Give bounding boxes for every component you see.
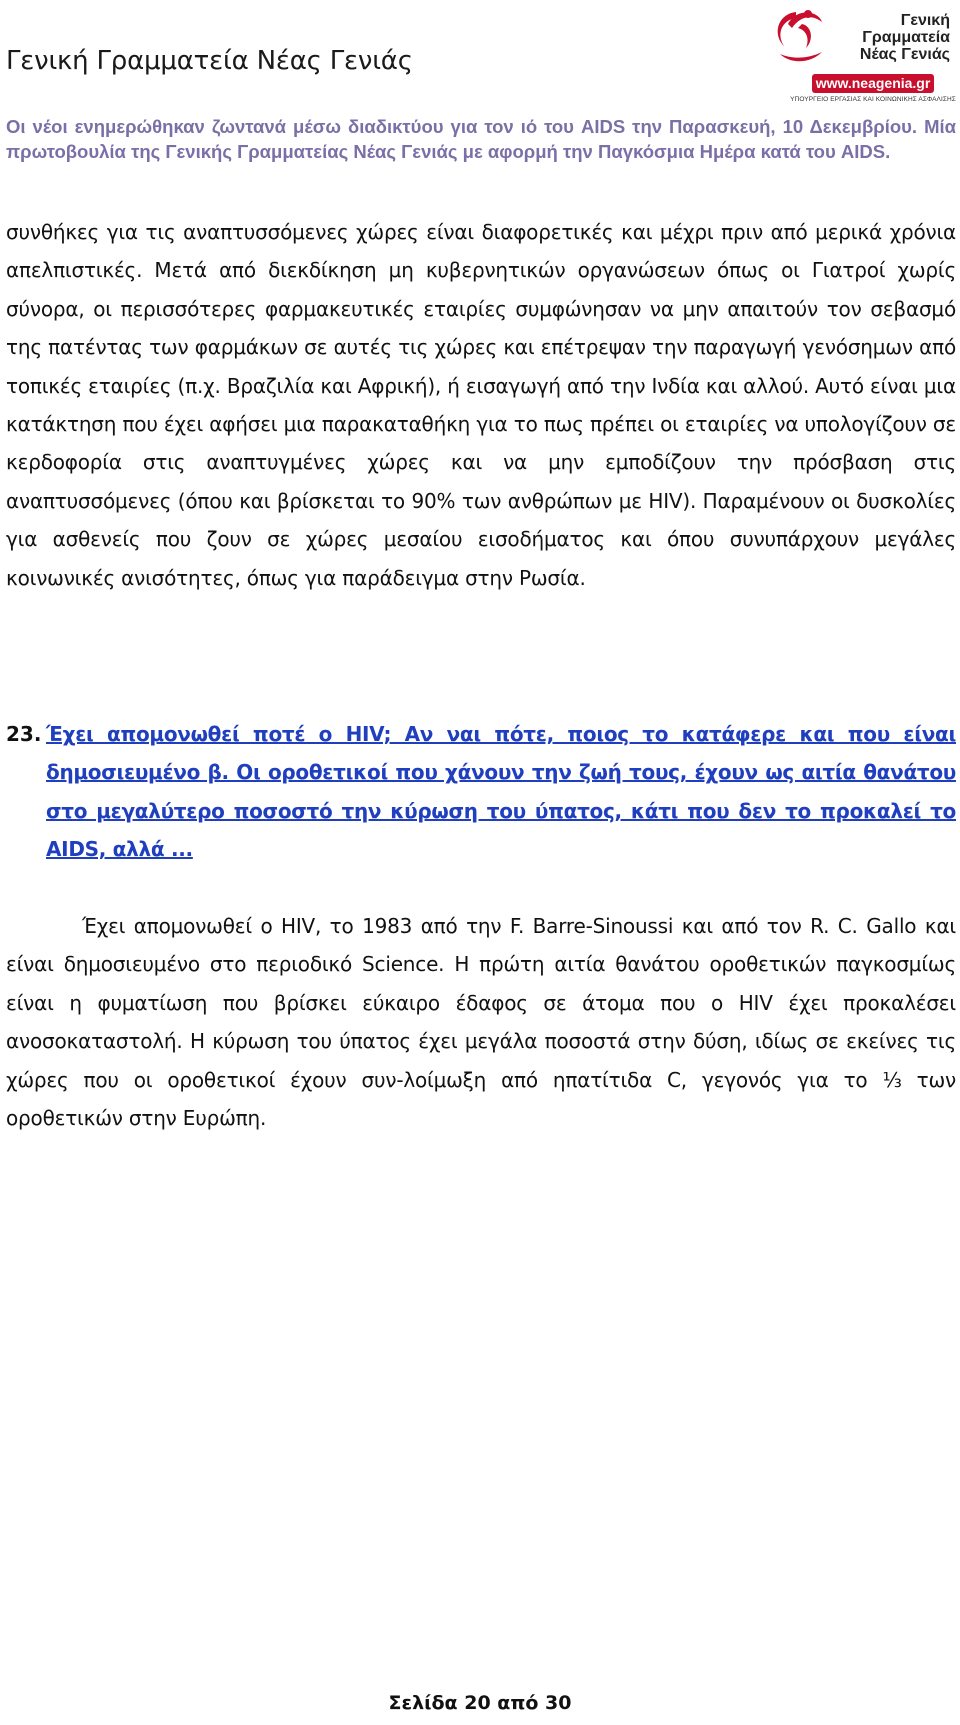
logo-tagline: ΥΠΟΥΡΓΕΙΟ ΕΡΓΑΣΙΑΣ ΚΑΙ ΚΟΙΝΩΝΙΚΗΣ ΑΣΦΑΛΙΣΗΣ (790, 96, 956, 103)
logo-line-1: Γενική (900, 12, 950, 29)
logo-line-2: Γραμματεία (862, 29, 950, 46)
page-title: Γενική Γραμματεία Νέας Γενιάς (6, 46, 413, 76)
logo-url[interactable]: www.neagenia.gr (812, 74, 934, 93)
page-number: Σελίδα 20 από 30 (388, 1692, 572, 1714)
neagenia-logo[interactable] (766, 4, 956, 108)
document-subtitle: Οι νέοι ενημερώθηκαν ζωντανά μέσω διαδικτύου για τον ιό του AIDS την Παρασκευή, 10 Δεκεμβρίου. Μία πρωτοβουλία της Γενικής Γραμματείας Νέας Γενιάς με αφορμή την Παγκόσμια Ημέρα κατά του AIDS. (6, 116, 956, 162)
question-link[interactable]: Έχει απομονωθεί ποτέ ο HIV; Αν ναι πότε, ποιος το κατάφερε και που είναι δημοσιευμένο β. Οι οροθετικοί που χάνουν την ζωή τους, έχουν ως αιτία θανάτου στο μεγαλύτερο ποσοστό την κύρωση του ύπατος, κάτι που δεν το προκαλεί το AIDS, αλλά ... (46, 722, 956, 862)
logo-line-3: Νέας Γενιάς (859, 46, 950, 63)
answer-paragraph: Έχει απομονωθεί ο HIV, το 1983 από την F. Barre-Sinoussi και από τον R. C. Gallo και είναι δημοσιευμένο στο περιοδικό Science. Η πρώτη αιτία θανάτου οροθετικών παγκοσμίως είναι η φυματίωση που βρίσκει εύκαιρο έδαφος σε άτομα που ο HIV έχει προκαλέσει ανοσοκαταστολή. Η κύρωση του ύπατος έχει μεγάλα ποσοστά στην δύση, ιδίως σε εκείνες τις χώρες που οι οροθετικοί έχουν συν-λοίμωξη από ηπατίτιδα C, γεγονός για το ⅓ των οροθετικών στην Ευρώπη. (6, 914, 956, 1131)
body-paragraph-1: συνθήκες για τις αναπτυσσόμενες χώρες είναι διαφορετικές και μέχρι πριν από μερικά χρόνια απελπιστικές. Μετά από διεκδίκηση μη κυβερνητικών οργανώσεων όπως οι Γιατροί χωρίς σύνορα, οι περισσότερες φαρμακευτικές εταιρίες συμφώνησαν να μην απαιτούν τον σεβασμό της πατέντας των φαρμάκων σε αυτές τις χώρες και επέτρεψαν την παραγωγή γενόσημων από τοπικές εταιρίες (π.χ. Βραζιλία και Αφρική), ή εισαγωγή από την Ινδία και αλλού. Αυτό είναι μια κατάκτηση που έχει αφήσει μια παρακαταθήκη για το πως πρέπει οι εταιρίες να υπολογίζουν σε κερδοφορία στις αναπτυγμένες χώρες και να μην εμποδίζουν την πρόσβαση στις αναπτυσσόμενες (όπου και βρίσκεται το 90% των ανθρώπων με HIV). Παραμένουν οι δυσκολίες για ασθενείς που ζουν σε χώρες μεσαίου εισοδήματος και όπου συνυπάρχουν μεγάλες κοινωνικές ανισότητες, όπως για παράδειγμα στην Ρωσία. (6, 220, 956, 590)
logo-swirl-icon (766, 4, 836, 74)
question-number: 23. (6, 722, 42, 746)
